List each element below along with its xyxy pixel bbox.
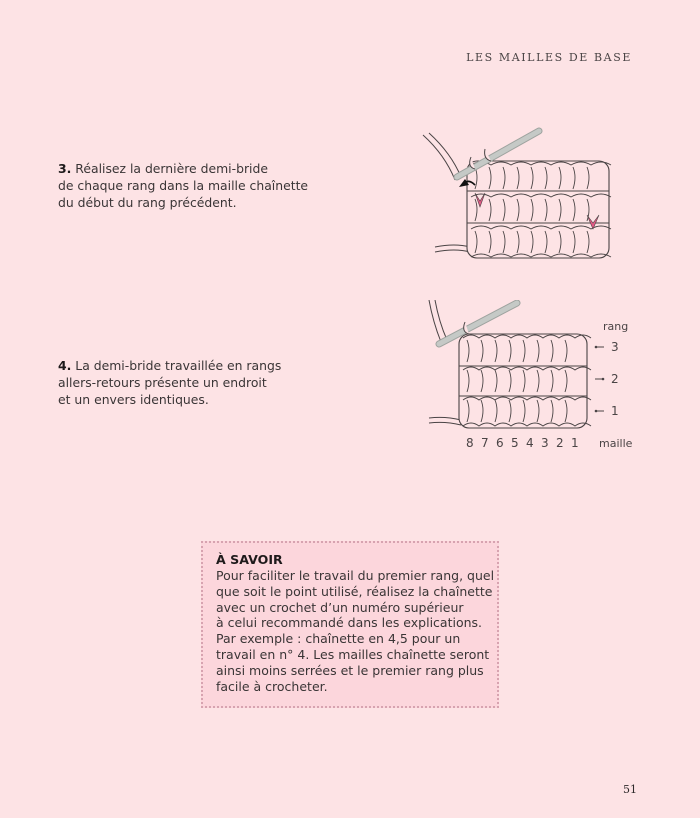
stitch-number: 8 [466,436,474,450]
stitch-number: 1 [571,436,579,450]
tip-line: Par exemple : chaînette en 4,5 pour un [216,631,461,647]
tip-line: travail en n° 4. Les mailles chaînette seront [216,646,490,662]
tip-line: avec un crochet d’un numéro supérieur [216,599,464,615]
step-line: du début du rang précédent. [58,195,237,210]
step-4-text [58,357,358,408]
step-number: 3. [58,161,72,176]
step-number: 4. [58,358,72,373]
tip-body [216,568,495,694]
step-line: allers-retours présente un endroit [58,375,267,390]
step-line: La demi-bride travaillée en rangs [75,358,282,373]
row-number: 1 [611,404,619,418]
step-line: Réalisez la dernière demi-bride [75,161,268,176]
arrow-icon [602,378,605,381]
step-line: et un envers identiques. [58,392,209,407]
tip-line: Pour faciliter le travail du premier rang, quel [216,568,495,583]
row-number: 2 [611,372,619,386]
running-head: LES MAILLES DE BASE [466,51,632,64]
stitch-number: 7 [481,436,489,450]
tip-line: ainsi moins serrées et le premier rang plus [216,662,484,678]
arrow-icon [595,346,598,349]
tip-line: facile à crocheter. [216,678,328,694]
page-number: 51 [623,783,637,796]
half-double-crochet-illustration [415,125,625,275]
crochet-diagram-step-4 [415,300,640,460]
stitch-number: 4 [526,436,534,450]
crochet-diagram-step-3 [415,125,625,275]
row-number: 3 [611,340,619,354]
stitch-number: 2 [556,436,564,450]
tip-line: que soit le point utilisé, réalisez la chaînette [216,583,493,599]
stitch-number: 3 [541,436,549,450]
stitch-number: 6 [496,436,504,450]
stitch-axis-label: maille [599,437,633,450]
step-line: de chaque rang dans la maille chaînette [58,178,309,193]
tip-title: À SAVOIR [216,552,283,567]
tip-box [201,541,499,708]
stitch-number: 5 [511,436,519,450]
row-axis-label: rang [603,320,629,333]
tip-line: à celui recommandé dans les explications. [216,615,483,631]
step-3-text [58,160,358,211]
arrow-icon [595,410,598,413]
